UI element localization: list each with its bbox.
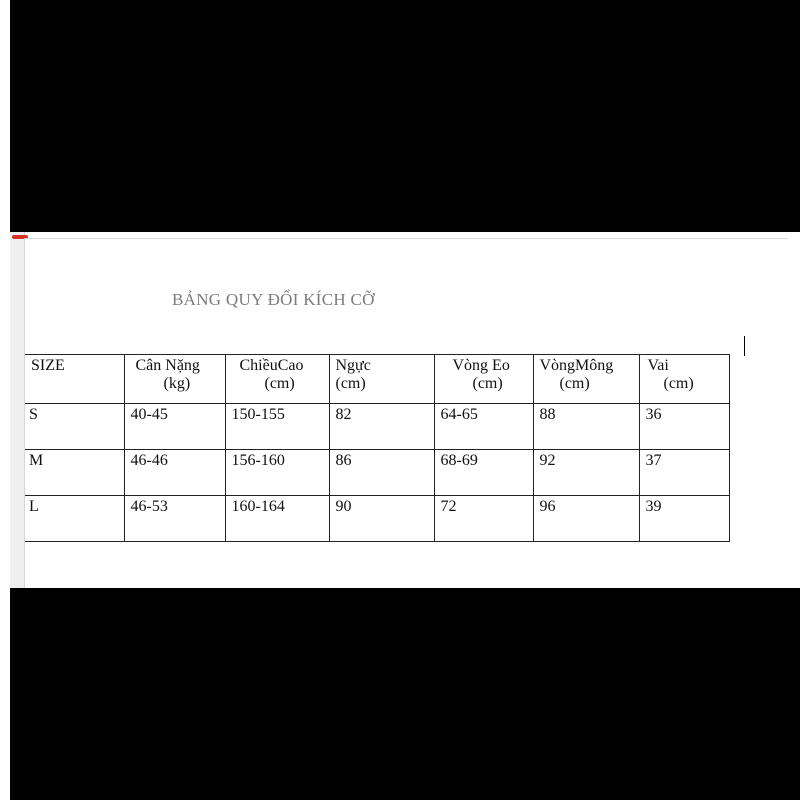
text-cursor [744, 336, 745, 356]
table-cell: 46-53 [124, 496, 225, 542]
table-cell: 82 [329, 404, 434, 450]
table-row-m [25, 450, 729, 496]
table-cell: 150-155 [225, 404, 329, 450]
table-cell: M [25, 450, 124, 496]
vertical-ruler [10, 232, 25, 588]
table-cell: 90 [329, 496, 434, 542]
table-cell: 156-160 [225, 450, 329, 496]
document-page [10, 232, 800, 588]
table-row-s [25, 404, 729, 450]
table-cell: 160-164 [225, 496, 329, 542]
header-cell-height: ChiềuCao (cm) [225, 355, 329, 404]
table-header-row [25, 355, 729, 404]
table-cell: 37 [639, 450, 729, 496]
header-cell-size: SIZE [25, 355, 124, 404]
table-cell: 36 [639, 404, 729, 450]
table-cell: 88 [533, 404, 639, 450]
header-cell-shoulder: Vai (cm) [639, 355, 729, 404]
table-cell: 46-46 [124, 450, 225, 496]
horizontal-ruler-line [24, 238, 788, 239]
table-cell: 68-69 [434, 450, 533, 496]
black-border-top [10, 0, 800, 232]
table-cell: 40-45 [124, 404, 225, 450]
table-row-l [25, 496, 729, 542]
header-cell-waist: Vòng Eo (cm) [434, 355, 533, 404]
table-cell: 92 [533, 450, 639, 496]
header-cell-weight: Cân Nặng (kg) [124, 355, 225, 404]
table-cell: S [25, 404, 124, 450]
black-border-bottom [10, 588, 800, 800]
table-cell: 39 [639, 496, 729, 542]
table-cell: 64-65 [434, 404, 533, 450]
header-cell-chest: Ngực (cm) [329, 355, 434, 404]
page-title: BẢNG QUY ĐỔI KÍCH CỠ [172, 290, 375, 309]
size-conversion-table [25, 354, 730, 542]
table-cell: L [25, 496, 124, 542]
table-cell: 96 [533, 496, 639, 542]
header-cell-hip: VòngMông (cm) [533, 355, 639, 404]
table-cell: 72 [434, 496, 533, 542]
table-cell: 86 [329, 450, 434, 496]
